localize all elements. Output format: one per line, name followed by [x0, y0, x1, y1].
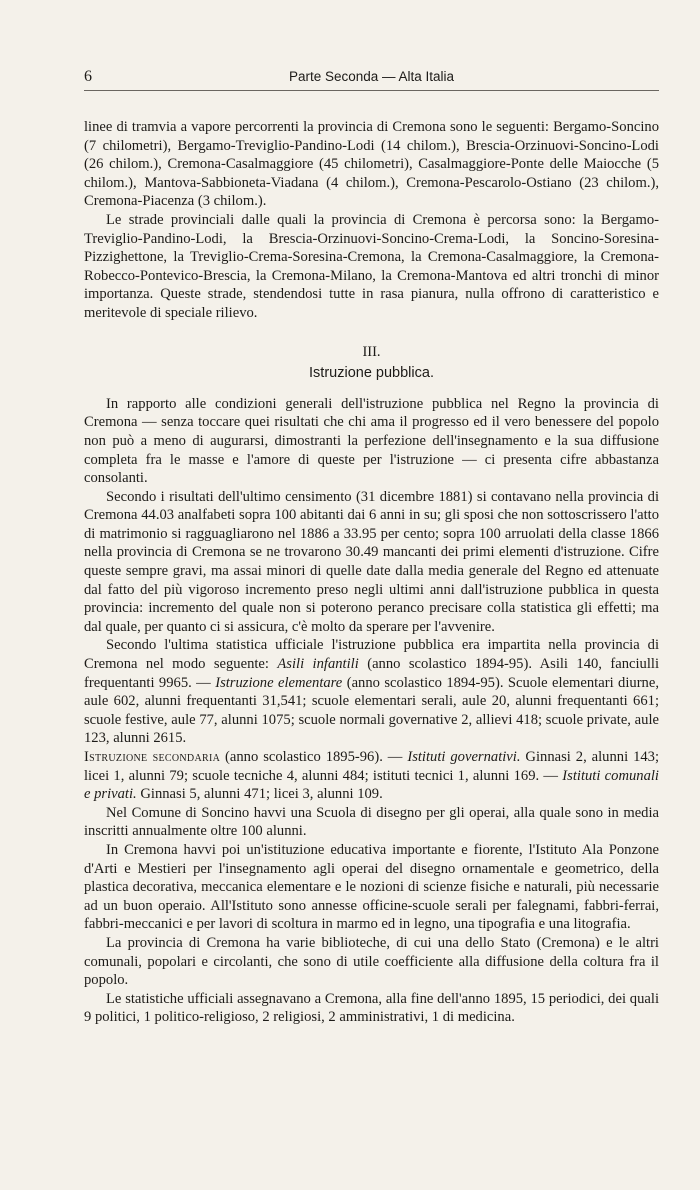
italic-heading: Asili infantili	[277, 656, 359, 673]
paragraph-secondary	[84, 748, 659, 804]
paragraph-intro-education: In rapporto alle condizioni generali dell'istruzione pubblica nel Regno la provincia di Cremona — senza toccare quei risultati che chi ama il progresso ed il vero benessere del popolo non può a meno di augurarsi, dimostranti la perfezione dell'insegnamento e la sua diffusione completa fra le masse e l'amore di queste per l'istruzione — ci presenta cifre abbastanza consolanti.	[84, 395, 659, 487]
italic-heading: Istituti comunali e privati.	[84, 767, 659, 803]
text-run: Ginnasi 2, alunni 143; licei 1, alunni 79; scuole tecniche 4, alunni 484; istituti tecnici 1, alunni 169. —	[84, 749, 660, 784]
italic-heading: Istituti governativi.	[407, 749, 521, 765]
paragraph-literacy: Secondo i risultati dell'ultimo censimento (31 dicembre 1881) si contavano nella provincia di Cremona 44.03 analfabeti sopra 100 abitanti dai 6 anni in su; gli sposi che non sottoscrissero l'atto di matrimonio si ragguagliarono nel 1886 a 33.95 per cento; sopra 100 arruolati della classe 1866 nella provincia di Cremona se ne trovarono 30.49 mancanti dei primi elementi d'istruzione. Cifre queste sempre gravi, ma assai minori di quelle date dalla media generale del Regno ed attenuate dal fatto del più vigoroso incremento preso negli ultimi anni dall'istruzione pubblica in questa provincia: incremento del quale non si poterono peranco precisare colla statistica gli effetti; ma dal quale, per quanto ci si assicura, c'è molto da sperare per l'avvenire.	[84, 488, 659, 635]
section-title: Istruzione pubblica.	[309, 365, 434, 382]
page-body	[84, 118, 659, 1027]
text-run: Ginnasi 5, alunni 471; licei 3, alunni 109.	[136, 786, 383, 803]
paragraph-roads: Le strade provinciali dalle quali la provincia di Cremona è percorsa sono: la Bergamo-Treviglio-Pandino-Lodi, la Brescia-Orzinuovi-Soncino-Crema-Lodi, la Soncino-Soresina-Pizzighettone, la Treviglio-Crema-Soresina-Cremona, la Cremona-Casalmaggiore, la Cremona-Robecco-Pontevico-Brescia, la Cremona-Milano, la Cremona-Mantova ed altri tronchi di minor importanza. Queste strade, stendendosi tutte in rasa pianura, nulla offrono di caratteristico e meritevole di speciale rilievo.	[84, 211, 659, 321]
italic-heading: Istruzione elementare	[215, 674, 343, 691]
paragraph-tramways: linee di tramvia a vapore percorrenti la provincia di Cremona sono le seguenti: Bergamo-Soncino (7 chilometri), Bergamo-Treviglio-Pandino-Lodi (14 chilom.), Brescia-Orzinuovi-Soncino-Lodi (26 chilom.), Cremona-Casalmaggiore (45 chilometri), Casalmaggiore-Ponte delle Maiocche (5 chilom.), Mantova-Sabbioneta-Viadana (4 chilom.), Cremona-Pescarolo-Ostiano (23 chilom.), Cremona-Piacenza (3 chilom.).	[84, 119, 659, 210]
section-number: III.	[362, 343, 381, 360]
running-head: Parte Seconda — Alta Italia	[288, 69, 455, 84]
text-run: (anno scolastico 1894-95). Scuole elementari diurne, aule 602, alunni frequentanti 31,541; scuole elementari serali, aule 20, alunni frequentanti 661; scuole festive, aule 77, alunni 1075; scuole normali governative 2, allievi 418; scuole private, aule 123, alunni 2615.	[84, 674, 659, 747]
paragraph-statistics	[84, 636, 659, 748]
page-header	[84, 64, 659, 91]
text-run: (anno scolastico 1895-96). —	[220, 749, 408, 765]
small-caps-heading: Istruzione secondaria	[84, 749, 221, 765]
paragraph-soncino: Nel Comune di Soncino havvi una Scuola di disegno per gli operai, alla quale sono in media inscritti annualmente oltre 100 alunni.	[84, 804, 659, 840]
text-run: (anno scolastico 1894-95). Asili 140, fanciulli frequentanti 9965. —	[84, 656, 659, 691]
page-number: 6	[84, 68, 92, 85]
paragraph-libraries: La provincia di Cremona ha varie biblioteche, di cui una dello Stato (Cremona) e le altri comunali, popolari e circolanti, che sono di utile coefficiente alla diffusione della coltura fra il popolo.	[84, 934, 659, 989]
paragraph-ala-ponzone: In Cremona havvi poi un'istituzione educativa importante e fiorente, l'Istituto Ala Ponzone d'Arti e Mestieri per l'insegnamento agli operai del disegno ornamentale e geometrico, della plastica decorativa, meccanica elementare e le nozioni di scienze fisiche e naturali, più necessarie ad un buon operaio. All'Istituto sono annesse officine-scuole serali per falegnami, fabbri-ferrai, fabbri-meccanici e per lavori di scoltura in marmo ed in legno, una tipografia e una litografia.	[84, 841, 659, 933]
paragraph-periodicals: Le statistiche ufficiali assegnavano a Cremona, alla fine dell'anno 1895, 15 periodici, dei quali 9 politici, 1 politico-religioso, 2 religiosi, 2 amministrativi, 1 di medicina.	[84, 990, 659, 1026]
text-run: Secondo l'ultima statistica ufficiale l'istruzione pubblica era impartita nella provincia di Cremona nel modo seguente:	[84, 637, 659, 673]
